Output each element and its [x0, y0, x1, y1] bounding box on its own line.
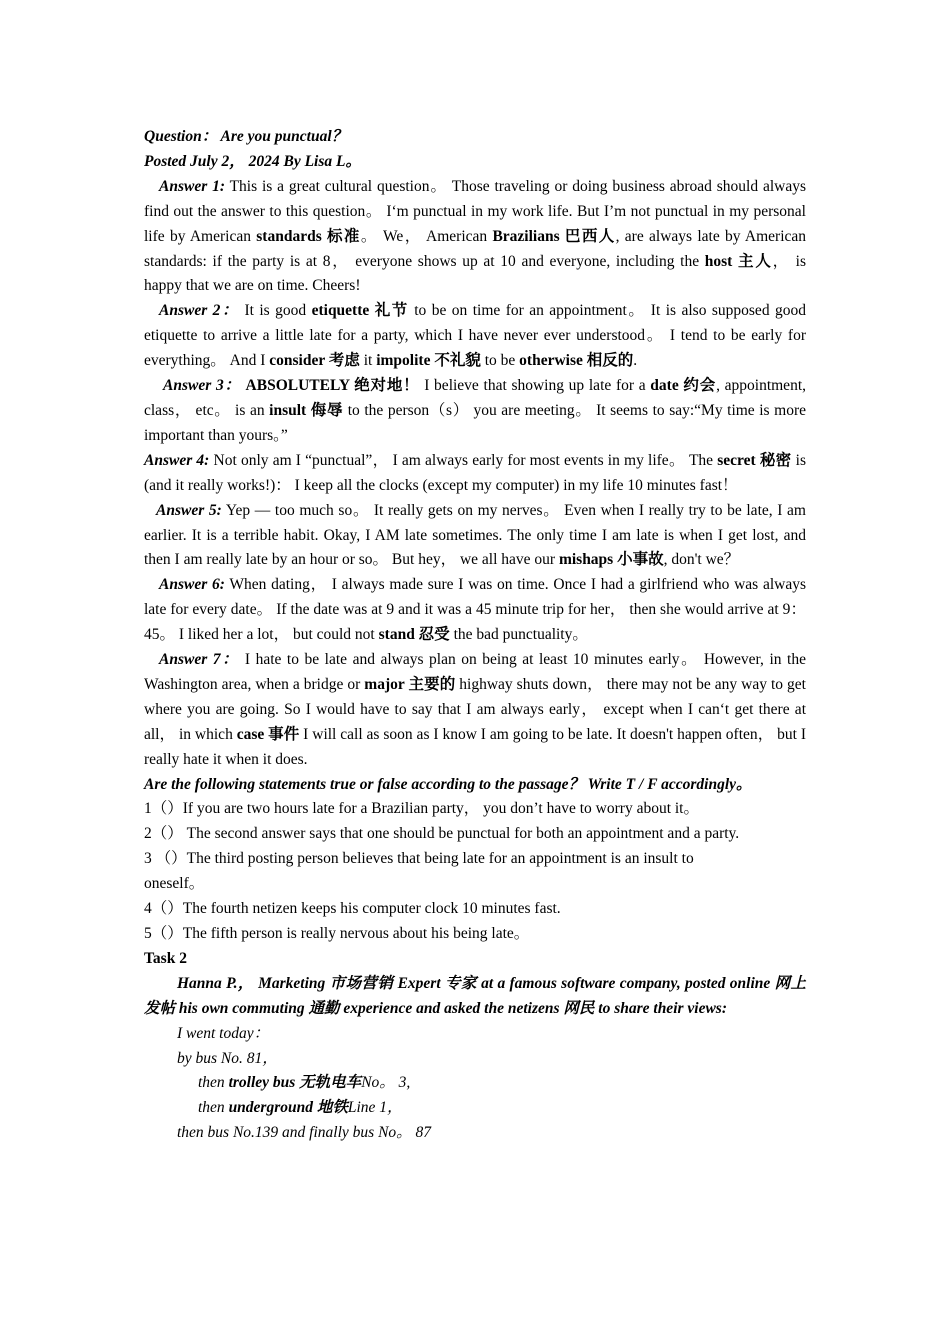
- text-run: is (and it really works!)： I keep all the clocks (except my computer) in my life 10 minutes fast！: [144, 451, 807, 494]
- answer-label: Answer 4:: [144, 451, 210, 469]
- route-line: [144, 1096, 806, 1121]
- statement-4: 4（）The fourth netizen keeps his computer clock 10 minutes fast.: [144, 900, 561, 918]
- vocab-term: ABSOLUTELY 绝对地！: [245, 377, 420, 395]
- vocab-term: etiquette 礼节: [311, 302, 409, 320]
- route-line: [144, 1071, 806, 1096]
- answer-label: Answer 1:: [159, 177, 226, 195]
- task2-heading: Task 2: [144, 949, 187, 967]
- answer-label: Answer 3：: [163, 377, 241, 395]
- route-list: [144, 1022, 806, 1147]
- text-run: then: [198, 1099, 229, 1117]
- statement-3-cont: oneself。: [144, 875, 205, 893]
- answer-4: [144, 449, 806, 499]
- text-run: to be: [480, 352, 520, 370]
- text-run: Yep — too much so。 It really gets on my nerves。 Even when I really try to be late, I am earlier. It is a terrible habit. Okay, I AM late sometimes. The only time I am late is when I get lost, and then I am really late by an hour or so。 But hey， we all have our: [144, 501, 806, 569]
- route-line: [144, 1121, 806, 1146]
- answer-7: [144, 648, 806, 773]
- vocab-term: Brazilians 巴西人: [492, 227, 616, 245]
- text-run: When dating， I always made sure I was on time. Once I had a girlfriend who was always late for every date。 If the date was at 9 and it was a 45 minute trip for her， then she would arrive at 9：45。 I liked her a lot， but could not: [144, 576, 806, 644]
- text-run: This is a great cultural question。 Those traveling or doing business abroad should always find out the answer to this question。 I‘m punctual in my work life. But I’m not punctual in my personal life by American: [144, 177, 807, 245]
- posted-line: Posted July 2， 2024 By Lisa L。: [144, 152, 361, 170]
- answer-label: Answer 7：: [159, 651, 240, 669]
- statement-5: 5（）The fifth person is really nervous about his being late。: [144, 925, 530, 942]
- text-run: It is good: [239, 302, 312, 320]
- vocab-term: impolite 不礼貌: [376, 352, 481, 370]
- document-page: [144, 125, 806, 1146]
- vocab-term: host 主人: [704, 252, 773, 270]
- text-run: I believe that showing up late for a: [419, 377, 651, 395]
- answer-2: [144, 299, 806, 374]
- vocab-term: major 主要的: [364, 675, 456, 693]
- route-line: [144, 1047, 806, 1072]
- vocab-term: case 事件: [236, 725, 300, 743]
- text-run: ， is happy that we are on time. Cheers!: [144, 252, 806, 295]
- vocab-term: stand 忍受: [378, 626, 450, 644]
- text-run: I hate to be late and always plan on being at least 10 minutes early。 However, in the Washington area, when a bridge or: [144, 651, 806, 693]
- vocab-term: standards 标准: [256, 227, 361, 245]
- text-run: .: [633, 352, 638, 370]
- text-run: I went today：: [177, 1024, 270, 1042]
- answer-5: [144, 499, 806, 574]
- text-run: highway shuts down， there may not be any way to get where you are going. So I would have to say that I am always early， except when I can‘t get there at all， in which: [144, 675, 806, 743]
- statement-3: 3 （）The third posting person believes that being late for an appointment is an insult to: [144, 850, 694, 868]
- answer-label: Answer 2：: [159, 302, 240, 320]
- text-run: then bus No.139 and finally bus No。 87: [177, 1124, 432, 1142]
- text-run: by bus No. 81，: [177, 1049, 278, 1067]
- statement-1: 1（）If you are two hours late for a Brazilian party， you don’t have to worry about it。: [144, 800, 699, 818]
- text-run: I will call as soon as I know I am going to be late. It doesn't happen often， but I really hate it when it does.: [144, 725, 807, 768]
- task2-intro: [144, 972, 806, 1022]
- text-run: , are always late by American standards: if the party is at 8， everyone shows up at 10 and everyone, including the: [144, 227, 807, 270]
- text-run: Line 1，: [347, 1099, 403, 1117]
- text-run: to be on time for an appointment。 It is also supposed good etiquette to arrive a little late for a party, which I have never ever understood。 I tend to be early for everything。 And I: [144, 302, 806, 370]
- text-run: then: [198, 1074, 229, 1092]
- answer-1: [144, 175, 806, 300]
- vocab-term: secret 秘密: [717, 451, 792, 469]
- vocab-term: consider 考虑: [269, 352, 360, 370]
- route-line: [144, 1022, 806, 1047]
- statement-2: 2（） The second answer says that one should be punctual for both an appointment and a party.: [144, 825, 740, 843]
- text-run: , don't we？: [663, 551, 740, 569]
- vocab-term: date 约会: [650, 377, 717, 395]
- vocab-term: mishaps 小事故: [558, 551, 664, 569]
- text-run: the bad punctuality。: [449, 626, 588, 644]
- text-run: 。 We， American: [360, 227, 493, 245]
- answer-3: [144, 374, 806, 449]
- vocab-term: insult 侮辱: [269, 401, 344, 419]
- vocab-term: trolley bus 无轨电车: [228, 1074, 362, 1092]
- question-line: [144, 125, 806, 150]
- vocab-term: underground 地铁: [228, 1099, 348, 1117]
- answer-label: Answer 6:: [159, 576, 225, 594]
- text-run: , appointment, class， etc。 is an: [144, 377, 806, 419]
- tf-instruction: Are the following statements true or false according to the passage？ Write T / F accordingly。: [144, 775, 752, 793]
- answer-label: Answer 5:: [156, 501, 222, 519]
- text-run: Hanna P.， Marketing 市场营销 Expert 专家 at a famous software company, posted online 网上发帖 his own commuting 通勤 experience and asked the netizens 网民 to share their views:: [144, 974, 806, 1017]
- vocab-term: otherwise 相反的: [519, 352, 634, 370]
- text-run: to the person（s） you are meeting。 It seems to say:“My time is more important than yours。”: [144, 401, 806, 444]
- text-run: Not only am I “punctual”， I am always early for most events in my life。 The: [209, 451, 718, 469]
- answer-6: [144, 573, 806, 648]
- question-label: Question：: [144, 128, 218, 145]
- text-run: it: [359, 352, 377, 370]
- text-run: No。 3,: [361, 1074, 411, 1092]
- question-text: Are you punctual？: [217, 128, 348, 145]
